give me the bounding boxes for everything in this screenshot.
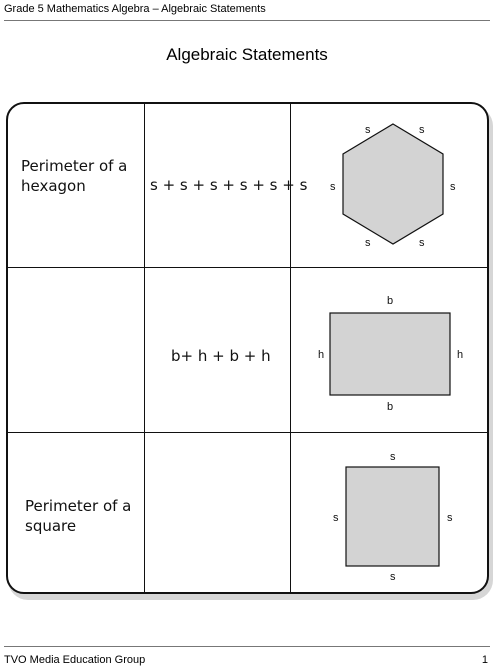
page-header: Grade 5 Mathematics Algebra – Algebraic Statements: [4, 3, 266, 15]
rectangle-shape: [330, 313, 450, 395]
square-shape: [346, 467, 439, 566]
header-divider: [4, 20, 490, 21]
square-label-top: s: [390, 451, 396, 463]
rectangle-label-top: b: [387, 295, 394, 307]
square-label-right: s: [447, 512, 453, 524]
square-label-left: s: [333, 512, 339, 524]
rectangle-label-bottom: b: [387, 401, 394, 413]
hexagon-shape: [343, 124, 443, 244]
rectangle-label-right: h: [457, 349, 464, 361]
row-1-expression: s + s + s + s + s + s: [150, 176, 308, 194]
page-number: 1: [481, 654, 488, 666]
row-divider-1: [8, 267, 487, 268]
hexagon-label-bottom-left: s: [365, 237, 371, 249]
row-2-expression: b+ h + b + h: [171, 347, 271, 365]
hexagon-diagram: [323, 118, 463, 258]
hexagon-label-top-left: s: [365, 124, 371, 136]
row-3-description: Perimeter of a square: [25, 497, 132, 535]
rectangle-diagram: [316, 289, 481, 414]
row-divider-2: [8, 432, 487, 433]
square-label-bottom: s: [390, 571, 396, 583]
column-divider-1: [144, 104, 145, 592]
square-diagram: [326, 449, 466, 584]
hexagon-label-bottom-right: s: [419, 237, 425, 249]
footer-divider: [4, 646, 490, 647]
hexagon-label-left: s: [330, 181, 336, 193]
hexagon-label-top-right: s: [419, 124, 425, 136]
page-title: Algebraic Statements: [166, 45, 328, 64]
row-1-description: Perimeter of a hexagon: [21, 157, 128, 195]
rectangle-label-left: h: [318, 349, 325, 361]
statements-table: [6, 102, 489, 594]
footer-organization: TVO Media Education Group: [4, 654, 146, 666]
hexagon-label-right: s: [450, 181, 456, 193]
